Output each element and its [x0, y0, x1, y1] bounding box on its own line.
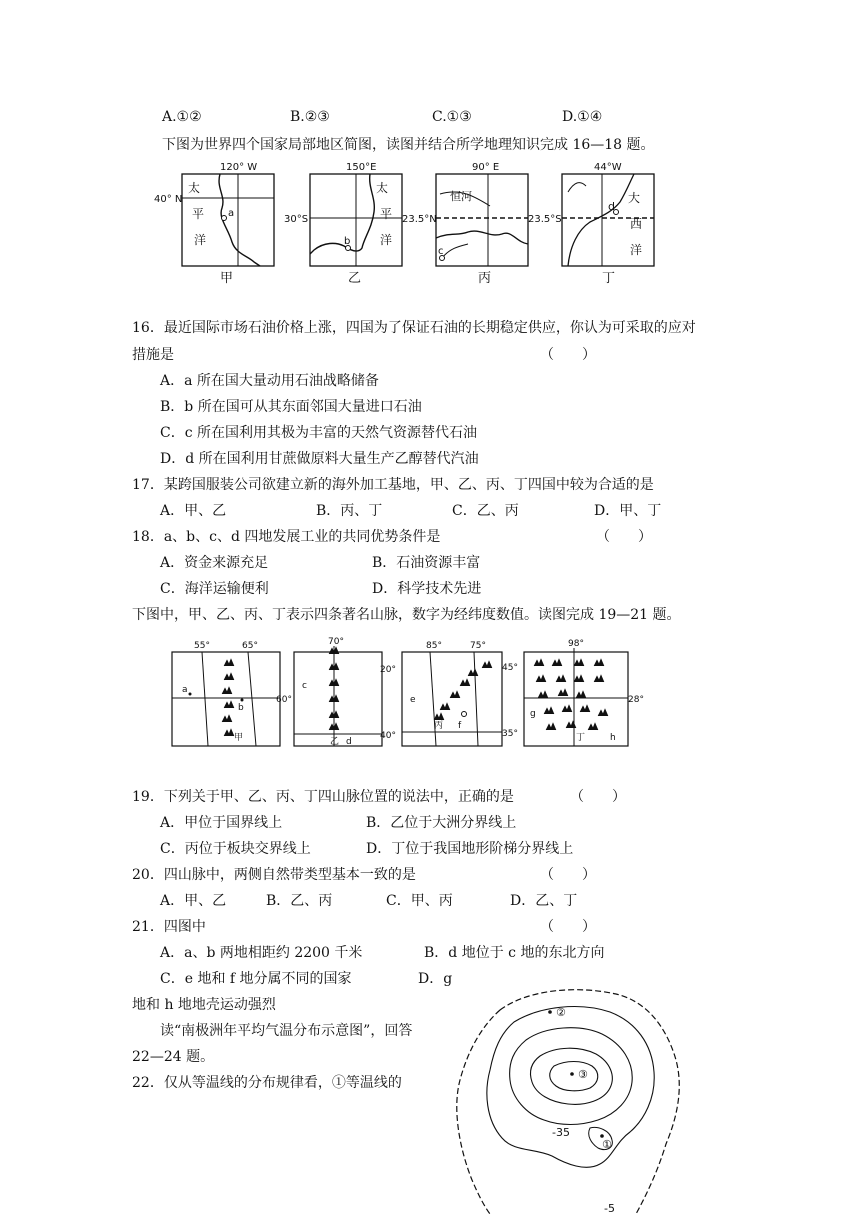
jia-lat-label: 40° N	[154, 194, 183, 205]
svg-text:b: b	[344, 236, 351, 247]
svg-text:23.5°N: 23.5°N	[402, 214, 437, 225]
q16-option-a: A．a 所在国大量动用石油战略储备	[160, 373, 379, 389]
q22-stem: 22．仅从等温线的分布规律看，①等温线的	[132, 1075, 402, 1091]
q20-option-d: D．乙、丁	[510, 893, 578, 909]
svg-text:98°: 98°	[568, 639, 584, 649]
svg-text:55°: 55°	[194, 641, 210, 651]
svg-text:23.5°S: 23.5°S	[528, 214, 562, 225]
q16-option-b: B．b 所在国可从其东面邻国大量进口石油	[160, 399, 422, 415]
q17-stem: 17．某跨国服装公司欲建立新的海外加工基地，甲、乙、丙、丁四国中较为合适的是	[132, 477, 654, 493]
svg-text:h: h	[610, 733, 616, 743]
svg-text:平: 平	[380, 207, 393, 221]
q20-stem: 20．四山脉中，两侧自然带类型基本一致的是	[132, 867, 416, 883]
q21-option-c: C．e 地和 f 地分属不同的国家	[160, 971, 352, 987]
map-jia	[154, 162, 274, 286]
q17-option-d: D．甲、丁	[594, 503, 662, 519]
q21-option-d: D．g	[418, 971, 453, 987]
map-caption-bing: 丙	[478, 271, 492, 286]
svg-text:a: a	[228, 208, 235, 219]
q20-option-b: B．乙、丙	[266, 893, 333, 909]
map-caption-ding: 丁	[602, 271, 616, 286]
q21-option-a: A．a、b 两地相距约 2200 千米	[160, 945, 363, 961]
svg-text:20°: 20°	[380, 665, 396, 675]
mountain-map-2	[294, 637, 396, 747]
q19-stem: 19．下列关于甲、乙、丙、丁四山脉位置的说法中，正确的是	[132, 789, 514, 805]
svg-text:30°S: 30°S	[284, 214, 309, 225]
svg-text:①: ①	[602, 1138, 612, 1151]
svg-text:40°: 40°	[380, 731, 396, 741]
svg-text:西: 西	[630, 217, 643, 231]
svg-text:g: g	[530, 709, 536, 719]
q18-option-c: C．海洋运输便利	[160, 581, 269, 597]
q20-option-c: C．甲、丙	[386, 893, 453, 909]
svg-text:恒河: 恒河	[450, 190, 472, 203]
mountain-map-4	[524, 639, 644, 746]
svg-text:d: d	[346, 737, 352, 747]
svg-text:c: c	[302, 681, 307, 691]
svg-text:e: e	[410, 695, 416, 705]
intro-22-24: 读“南极洲年平均气温分布示意图”，回答	[160, 1023, 413, 1039]
q19-option-b: B．乙位于大洲分界线上	[366, 815, 517, 831]
intro-22-24-cont: 22—24 题。	[132, 1049, 215, 1065]
q16-answer-bracket: （ ）	[540, 347, 596, 363]
q21-option-b: B．d 地位于 c 地的东北方向	[424, 945, 605, 961]
svg-text:150°E: 150°E	[346, 162, 377, 173]
svg-text:大: 大	[628, 191, 641, 205]
q17-option-b: B．丙、丁	[316, 503, 383, 519]
antarctica-isotherm-map	[440, 980, 700, 1216]
svg-text:f: f	[458, 721, 462, 731]
q19-option-a: A．甲位于国界线上	[160, 815, 283, 831]
svg-text:75°: 75°	[470, 641, 486, 651]
q20-answer-bracket: （ ）	[540, 867, 596, 883]
svg-text:90° E: 90° E	[472, 162, 500, 173]
svg-text:太: 太	[376, 181, 389, 195]
map-ding	[528, 162, 654, 286]
svg-text:85°: 85°	[426, 641, 442, 651]
svg-text:d: d	[608, 200, 615, 213]
mountain-map-1	[172, 641, 292, 746]
mountain-name-jia: 甲	[234, 733, 244, 743]
svg-text:-5: -5	[604, 1202, 615, 1215]
q16-stem-cont: 措施是	[132, 347, 174, 363]
top-option-d: D.①④	[562, 109, 603, 125]
mountain-name-ding: 丁	[576, 733, 586, 743]
intro-16-18: 下图为世界四个国家局部地区简图，读图并结合所学地理知识完成 16—18 题。	[162, 137, 655, 153]
svg-text:b: b	[238, 703, 244, 713]
map-bing	[402, 162, 528, 286]
svg-text:65°: 65°	[242, 641, 258, 651]
svg-text:-35: -35	[552, 1126, 570, 1139]
q16-stem: 16．最近国际市场石油价格上涨，四国为了保证石油的长期稳定供应，你认为可采取的应对	[132, 320, 696, 336]
mountain-name-yi: 乙	[330, 737, 340, 747]
q16-option-c: C．c 所在国利用其极为丰富的天然气资源替代石油	[160, 425, 478, 441]
map-caption-yi: 乙	[348, 271, 362, 286]
svg-text:35°: 35°	[502, 729, 518, 739]
q21-option-d-cont: 地和 h 地地壳运动强烈	[132, 997, 276, 1013]
jia-lon-label: 120° W	[220, 162, 258, 173]
q21-stem: 21．四图中	[132, 919, 206, 935]
q18-answer-bracket: （ ）	[596, 529, 652, 545]
q20-option-a: A．甲、乙	[160, 893, 227, 909]
top-option-b: B.②③	[290, 109, 330, 125]
top-option-c: C.①③	[432, 109, 472, 125]
q19-option-d: D．丁位于我国地形阶梯分界线上	[366, 841, 574, 857]
svg-text:28°: 28°	[628, 695, 644, 705]
svg-text:c: c	[438, 246, 444, 257]
intro-19-21: 下图中，甲、乙、丙、丁表示四条著名山脉，数字为经纬度数值。读图完成 19—21 题。	[132, 607, 681, 623]
q19-option-c: C．丙位于板块交界线上	[160, 841, 311, 857]
svg-text:太: 太	[188, 181, 201, 195]
mountain-name-bing: 丙	[434, 721, 444, 731]
q16-option-d: D．d 所在国利用甘蔗做原料大量生产乙醇替代汽油	[160, 451, 479, 467]
q18-option-b: B．石油资源丰富	[372, 555, 481, 571]
mountain-map-3	[402, 641, 518, 746]
top-option-a: A.①②	[162, 109, 202, 125]
country-maps-figure	[150, 158, 690, 288]
svg-text:平: 平	[192, 207, 205, 221]
svg-text:③: ③	[578, 1068, 588, 1081]
map-caption-jia: 甲	[220, 271, 234, 286]
q19-answer-bracket: （ ）	[570, 789, 626, 805]
q18-option-d: D．科学技术先进	[372, 581, 482, 597]
svg-text:45°: 45°	[502, 663, 518, 673]
svg-text:洋: 洋	[630, 243, 643, 257]
svg-text:a: a	[182, 685, 188, 695]
q17-option-c: C．乙、丙	[452, 503, 519, 519]
q21-answer-bracket: （ ）	[540, 919, 596, 935]
q18-option-a: A．资金来源充足	[160, 555, 269, 571]
svg-text:60°: 60°	[276, 695, 292, 705]
q18-stem: 18．a、b、c、d 四地发展工业的共同优势条件是	[132, 529, 441, 545]
q17-option-a: A．甲、乙	[160, 503, 227, 519]
map-yi	[284, 162, 402, 286]
svg-text:44°W: 44°W	[594, 162, 622, 173]
mountain-maps-figure	[148, 634, 648, 752]
svg-text:洋: 洋	[194, 233, 207, 247]
svg-text:70°: 70°	[328, 637, 344, 647]
svg-text:②: ②	[556, 1006, 566, 1019]
svg-text:洋: 洋	[380, 233, 393, 247]
